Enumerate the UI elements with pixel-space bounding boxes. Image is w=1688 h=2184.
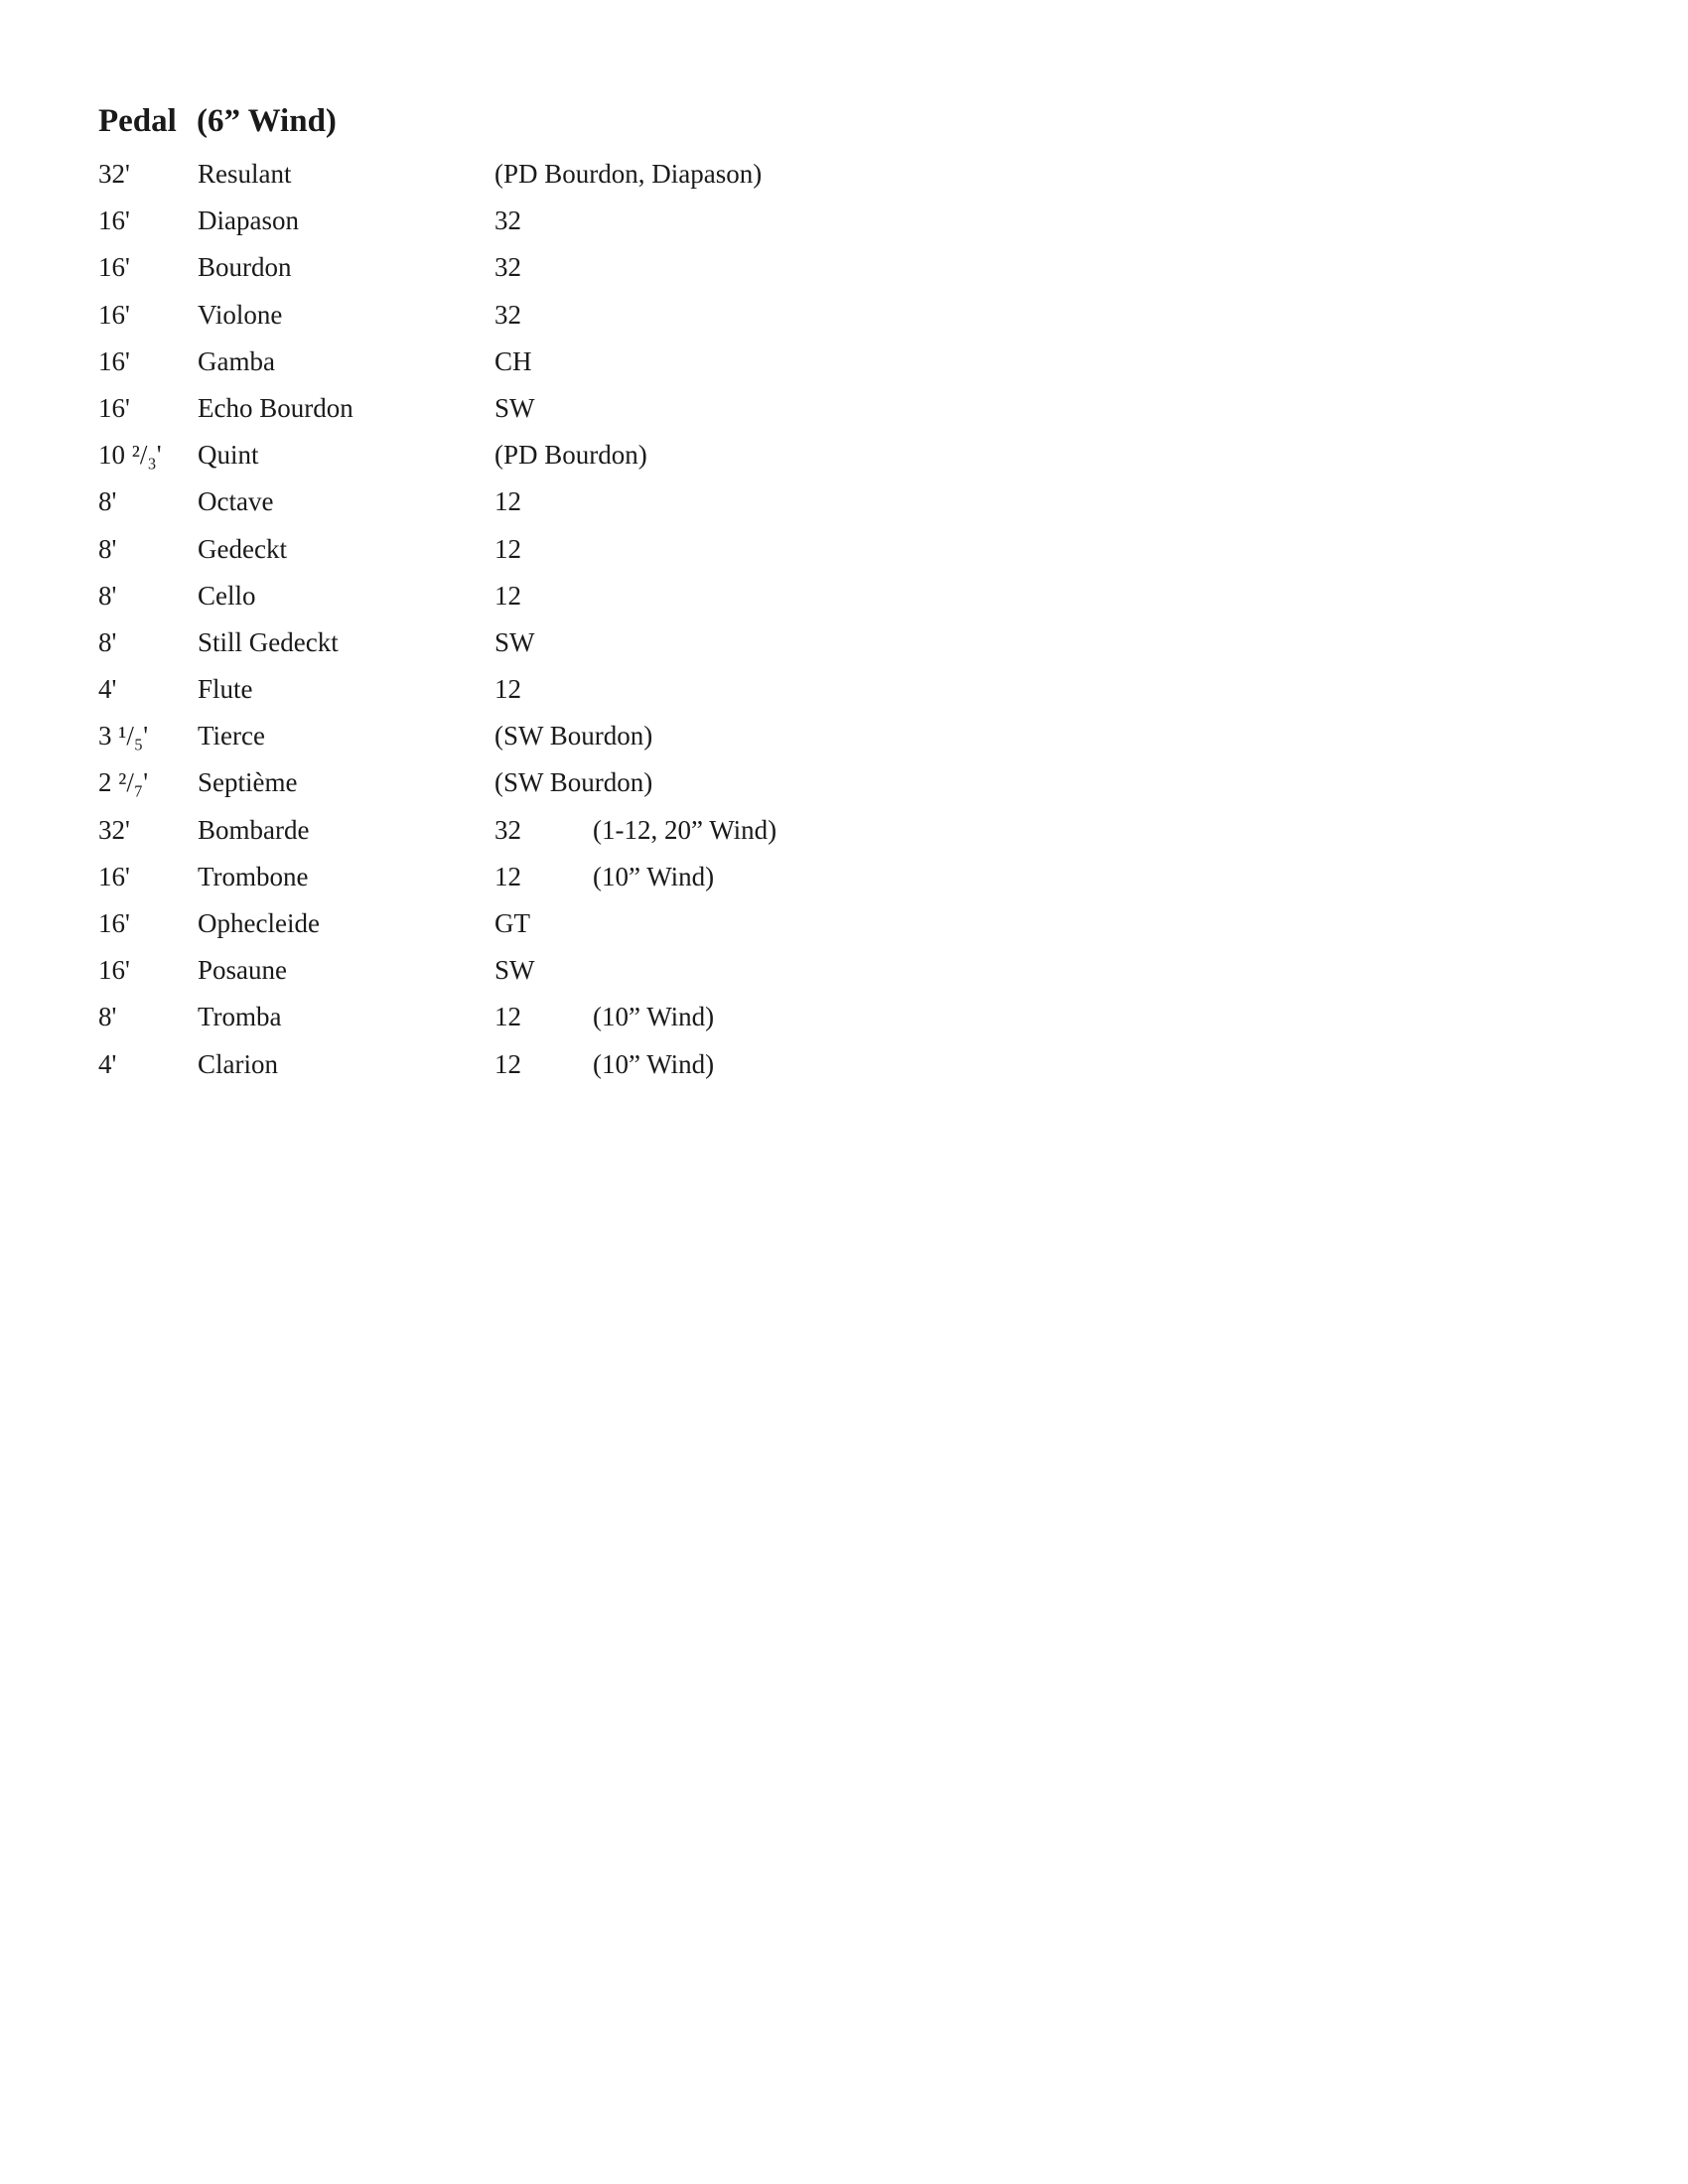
stop-row [0,619,993,666]
stop-source: SW [494,392,535,423]
stop-source: (PD Bourdon, Diapason) [494,159,763,189]
stop-pitch: 8' [98,1002,117,1032]
stop-note: (10” Wind) [593,861,715,891]
stop-row [0,478,993,525]
stop-row [0,244,993,291]
stop-name: Gamba [198,345,275,376]
stop-pitch: 8' [98,626,117,657]
stop-pitch: 8' [98,580,117,611]
stop-row [0,292,993,339]
stop-source: 12 [494,1048,521,1079]
stop-source: 32 [494,299,521,330]
stop-row [0,573,993,619]
stop-name: Echo Bourdon [198,392,353,423]
stop-pitch: 16' [98,955,130,986]
stop-note: (10” Wind) [593,1002,715,1032]
stop-source: (PD Bourdon) [494,440,647,471]
stop-list [0,151,993,1088]
stop-source: 12 [494,580,521,611]
stop-row [0,385,993,432]
stop-name: Posaune [198,955,287,986]
stop-name: Flute [198,674,253,705]
stop-note: (1-12, 20” Wind) [593,814,777,845]
stop-pitch: 16' [98,205,130,236]
stop-row [0,759,993,806]
stop-name: Still Gedeckt [198,626,339,657]
stop-source: 32 [494,814,521,845]
stop-source: 32 [494,205,521,236]
stop-row [0,807,993,854]
stop-name: Gedeckt [198,533,287,564]
stop-row [0,1041,993,1088]
stop-pitch: 4' [98,1048,117,1079]
stop-row [0,947,993,994]
stop-source: CH [494,345,532,376]
stop-name: Bourdon [198,252,292,283]
stop-row [0,151,993,198]
stop-pitch: 4' [98,674,117,705]
stop-row [0,854,993,900]
stop-row [0,900,993,947]
stop-pitch: 32' [98,159,130,189]
stop-source: GT [494,908,530,938]
stop-pitch: 32' [98,814,130,845]
stop-source: 12 [494,674,521,705]
stop-row [0,994,993,1040]
stop-name: Violone [198,299,283,330]
stop-pitch: 16' [98,392,130,423]
stop-name: Trombone [198,861,309,891]
stop-pitch: 16' [98,345,130,376]
stop-row [0,432,993,478]
stop-pitch: 8' [98,486,117,517]
stop-name: Clarion [198,1048,278,1079]
stop-pitch: 3 ¹/₅' [98,721,149,751]
stop-name: Septième [198,767,298,798]
stop-pitch: 16' [98,861,130,891]
division-title: Pedal [98,103,177,139]
stop-name: Quint [198,440,259,471]
stop-name: Resulant [198,159,292,189]
stop-source: 12 [494,861,521,891]
stop-pitch: 16' [98,299,130,330]
stop-row [0,339,993,385]
stop-row [0,198,993,244]
stop-name: Octave [198,486,274,517]
stop-pitch: 16' [98,908,130,938]
stop-source: 12 [494,1002,521,1032]
stop-source: 32 [494,252,521,283]
stop-source: SW [494,626,535,657]
stop-source: 12 [494,486,521,517]
stop-pitch: 16' [98,252,130,283]
stop-source: SW [494,955,535,986]
stop-name: Ophecleide [198,908,320,938]
stop-name: Tierce [198,721,265,751]
stop-name: Cello [198,580,256,611]
stop-source: (SW Bourdon) [494,767,653,798]
stop-row [0,713,993,759]
stop-source: 12 [494,533,521,564]
stop-pitch: 2 ²/₇' [98,767,149,798]
stop-name: Bombarde [198,814,310,845]
stop-pitch: 10 ²/₃' [98,440,162,471]
stop-note: (10” Wind) [593,1048,715,1079]
division-heading [98,95,337,147]
division-wind-pressure: (6” Wind) [197,103,337,139]
stop-pitch: 8' [98,533,117,564]
stop-name: Tromba [198,1002,282,1032]
stop-row [0,666,993,713]
stop-source: (SW Bourdon) [494,721,653,751]
stop-name: Diapason [198,205,299,236]
stop-row [0,526,993,573]
